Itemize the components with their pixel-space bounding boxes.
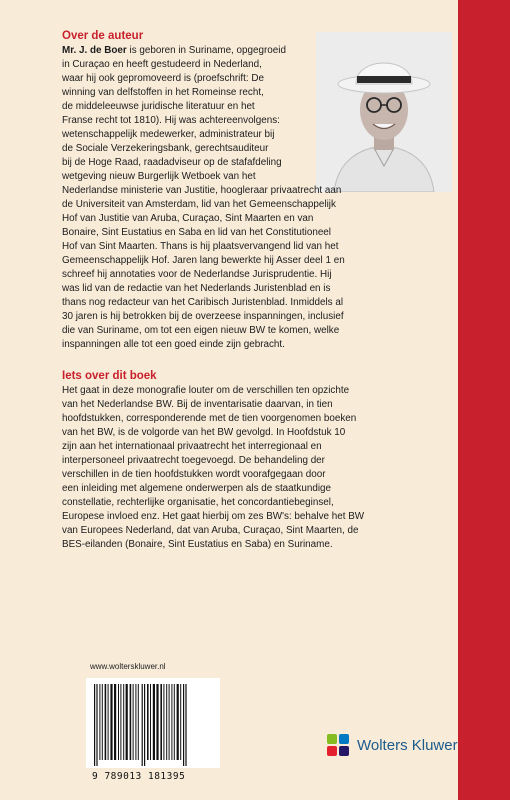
- text-line: Nederlandse ministerie van Justitie, hoogleraar privaatrecht aan: [62, 185, 342, 196]
- text-line: zijn aan het internationaal privaatrecht het interregionaal en: [62, 441, 322, 452]
- about-author-heading: Over de auteur: [62, 30, 144, 42]
- cover-spine-stripe: [458, 0, 510, 800]
- text-line: [62, 44, 345, 58]
- text-fragment: is geboren in Suriname, opgegroeid: [126, 45, 286, 56]
- text-line: de Universiteit van Amsterdam, lid van het Gemeenschappelijk: [62, 199, 336, 210]
- text-line: die van Suriname, om tot een eigen nieuw BW te komen, welke: [62, 325, 340, 336]
- author-name: Mr. J. de Boer: [62, 45, 127, 56]
- text-line: inspanningen alle tot een goed einde zijn gebracht.: [62, 339, 285, 350]
- text-line: van Europees Nederland, dat van Aruba, Curaçao, Sint Maarten, de: [62, 525, 359, 536]
- publisher-logo: [325, 730, 458, 760]
- text-line: waar hij ook gepromoveerd is (proefschrift: De: [62, 73, 264, 84]
- about-author-paragraph: [62, 44, 345, 352]
- text-line: Hof van Sint Maarten. Thans is hij plaatsvervangend lid van het: [62, 241, 339, 252]
- isbn-digits: 9 789013 181395: [92, 771, 186, 782]
- text-line: thans nog redacteur van het Caribisch Juristenblad. Inmiddels al: [62, 297, 344, 308]
- publisher-website: www.wolterskluwer.nl: [90, 662, 166, 671]
- text-line: de middeleeuwse juridische literatuur en het: [62, 101, 255, 112]
- text-line: Het gaat in deze monografie louter om de verschillen ten opzichte: [62, 385, 350, 396]
- text-line: Europese invloed enz. Het gaat hierbij om zes BW's: behalve het BW: [62, 511, 365, 522]
- text-line: in Curaçao en heeft gestudeerd in Nederland,: [62, 59, 262, 70]
- text-line: schreef hij annotaties voor de Nederlandse Jurisprudentie. Hij: [62, 269, 332, 280]
- text-line: winning van delfstoffen in het Romeinse recht,: [62, 87, 264, 98]
- text-line: wetenschappelijk medewerker, administrateur bij: [62, 129, 275, 140]
- isbn-barcode: [86, 678, 220, 768]
- text-line: BES-eilanden (Bonaire, Sint Eustatius en Saba) en Suriname.: [62, 539, 333, 550]
- text-line: Bonaire, Sint Eustatius en Saba en lid van het Constitutioneel: [62, 227, 331, 238]
- text-line: wetgeving nieuw Burgerlijk Wetboek van het: [62, 171, 256, 182]
- text-line: constellatie, rechterlijke organisatie, het concordantiebeginsel,: [62, 497, 334, 508]
- text-line: Hof van Justitie van Aruba, Curaçao, Sint Maarten en van: [62, 213, 314, 224]
- text-line: van het BW, is de volgorde van het BW gevolgd. In Hoofdstuk 10: [62, 427, 346, 438]
- barcode-icon: [86, 678, 220, 768]
- text-line: een inleiding met algemene onderwerpen als de staatkundige: [62, 483, 332, 494]
- text-line: van het Nederlandse BW. Bij de inventarisatie daarvan, in tien: [62, 399, 333, 410]
- text-line: verschillen in de tien hoofdstukken wordt voorafgegaan door: [62, 469, 326, 480]
- text-line: hoofdstukken, corresponderende met de tien voorgenomen boeken: [62, 413, 357, 424]
- text-line: Franse recht tot 1810). Hij was achtereenvolgens:: [62, 115, 280, 126]
- text-line: bij de Hoge Raad, raadadviseur op de stafafdeling: [62, 157, 282, 168]
- text-line: Gemeenschappelijk Hof. Jaren lang bewerkte hij Asser deel 1 en: [62, 255, 345, 266]
- text-line: was lid van de redactie van het Nederlands Juristenblad en is: [62, 283, 331, 294]
- publisher-name: Wolters Kluwer: [357, 736, 458, 754]
- wolters-kluwer-logo-icon: [325, 732, 351, 758]
- text-line: 30 jaren is hij betrokken bij de overzeese inspanningen, inclusief: [62, 311, 344, 322]
- about-book-heading: Iets over dit boek: [62, 370, 157, 382]
- about-book-paragraph: [62, 384, 364, 552]
- text-line: de Sociale Verzekeringsbank, gerechtsauditeur: [62, 143, 269, 154]
- text-line: interpersoneel privaatrecht toegevoegd. De behandeling der: [62, 455, 325, 466]
